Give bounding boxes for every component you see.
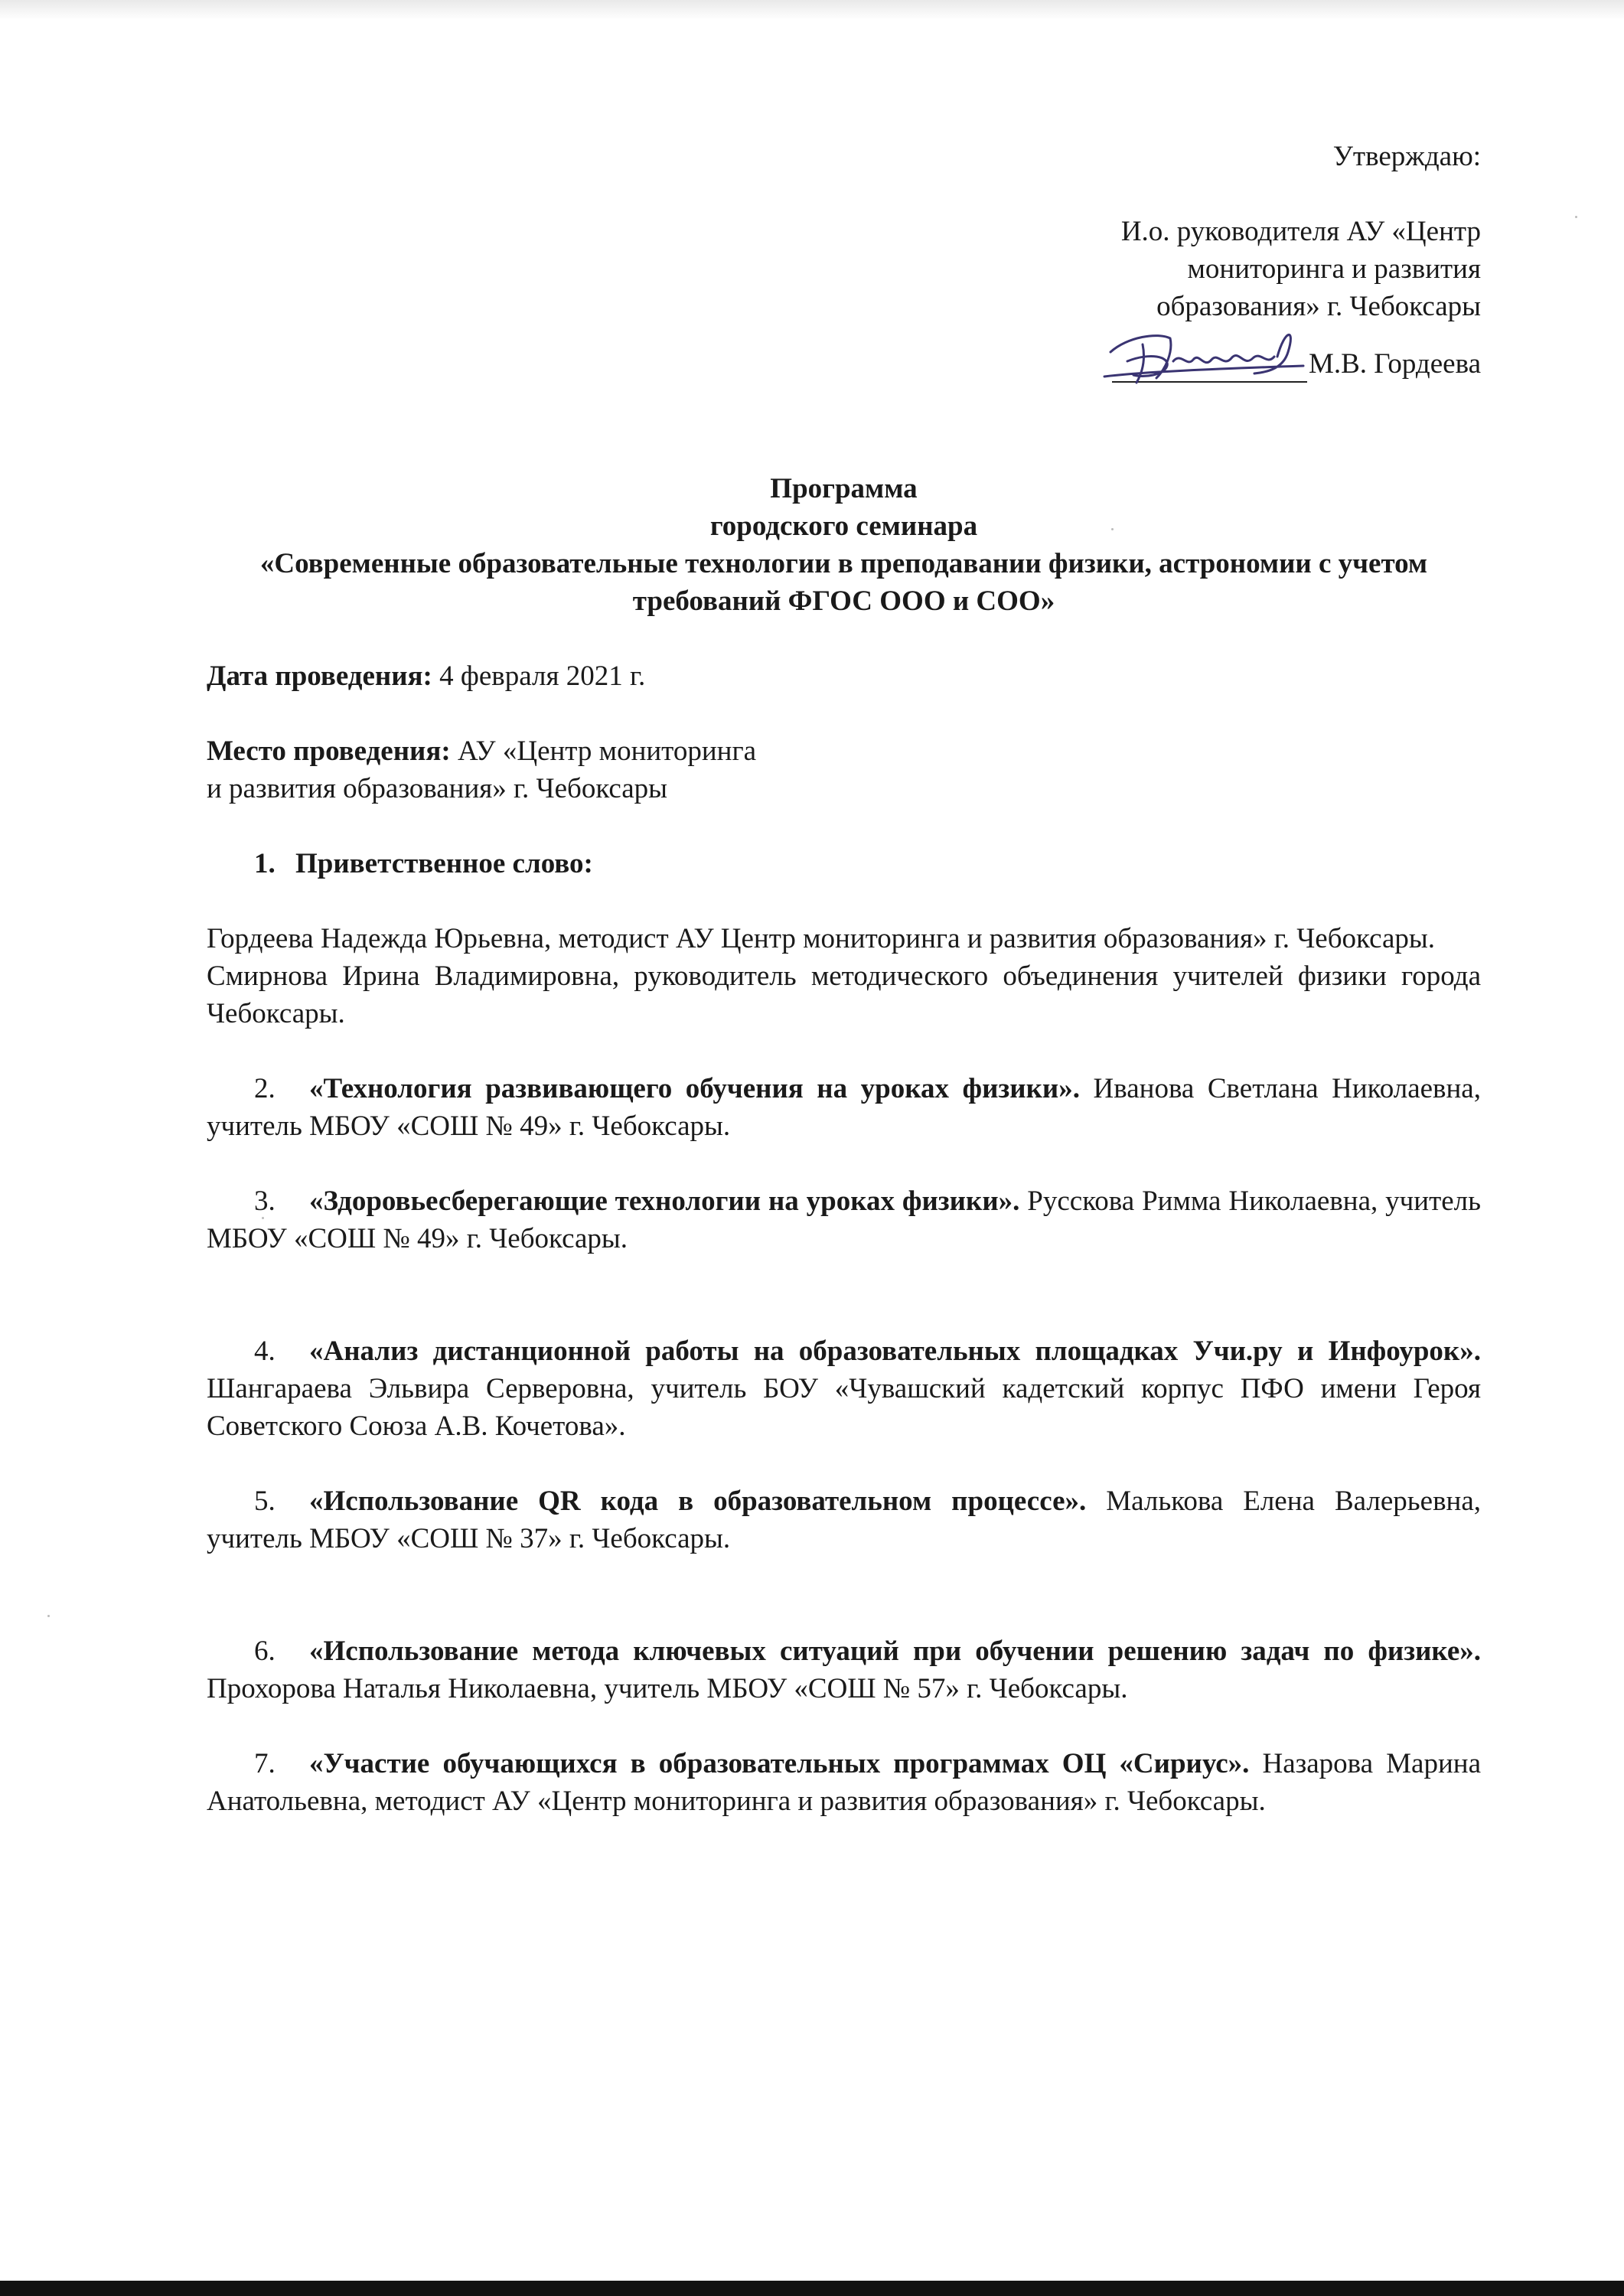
item-topic: «Использование QR кода в образовательном процессе». [309, 1486, 1087, 1517]
agenda-item-1 [207, 845, 1481, 882]
speaker-line: Гордеева Надежда Юрьевна, методист АУ Центр мониторинга и развития образования» г. Чебоксары. [207, 923, 1436, 954]
item-speaker: Назарова Марина Анатольевна, методист АУ «Центр мониторинга и развития образования» г. Чебоксары. [207, 1748, 1481, 1817]
approval-block [207, 138, 1481, 383]
heading-topic: «Современные образовательные технологии в преподавании физики, астрономии с учетом требований ФГОС ООО и СОО» [259, 548, 1428, 617]
date-value: 4 февраля 2021 г. [432, 660, 646, 692]
item-speaker: Прохорова Наталья Николаевна, учитель МБОУ «СОШ № 57» г. Чебоксары. [207, 1673, 1128, 1704]
agenda-item-4 [207, 1332, 1481, 1445]
date-label: Дата проведения: [207, 660, 432, 692]
item-speaker: Русскова Римма Николаевна, учитель МБОУ «СОШ № 49» г. Чебоксары. [207, 1186, 1481, 1254]
agenda-item-7 [207, 1745, 1481, 1820]
item-number: 4. [254, 1336, 276, 1367]
item-number: 7. [254, 1748, 276, 1779]
event-meta [207, 657, 1481, 807]
place-value: АУ «Центр мониторинга [450, 735, 757, 767]
scan-top-edge [0, 0, 1624, 20]
item-number: 6. [254, 1636, 276, 1667]
item-topic: «Анализ дистанционной работы на образовательных площадках Учи.ру и Инфоурок». [309, 1336, 1481, 1367]
place-label: Место проведения: [207, 735, 451, 767]
scan-speck [1575, 216, 1577, 218]
item-speaker: Иванова Светлана Николаевна, учитель МБОУ «СОШ № 49» г. Чебоксары. [207, 1073, 1481, 1142]
approval-label: Утверждаю: [1332, 141, 1481, 172]
item-speaker: Малькова Елена Валерьевна, учитель МБОУ «СОШ № 37» г. Чебоксары. [207, 1486, 1482, 1554]
scan-bottom-edge [0, 2281, 1624, 2296]
event-place-cont: и развития образования» г. Чебоксары [207, 773, 668, 804]
agenda-item-5 [207, 1482, 1481, 1557]
program-heading [207, 470, 1481, 620]
greeting-speakers [207, 920, 1481, 1032]
item-speaker: Шангараева Эльвира Серверовна, учитель БОУ «Чувашский кадетский корпус ПФО имени Героя Советского Союза А.В. Кочетова». [207, 1373, 1481, 1442]
signature-blank [1112, 351, 1307, 383]
signer-name: М.В. Гордеева [1308, 348, 1481, 380]
handwritten-signature-icon [1097, 321, 1315, 390]
agenda-item-2 [207, 1070, 1481, 1145]
item-number: 5. [254, 1486, 276, 1517]
item-number: 1. [254, 848, 276, 879]
event-place [207, 732, 1481, 770]
item-title: Приветственное слово: [295, 848, 593, 879]
scan-speck [47, 1615, 50, 1617]
item-number: 2. [254, 1073, 276, 1104]
item-topic: «Использование метода ключевых ситуаций при обучении решению задач по физике». [309, 1636, 1481, 1667]
item-number: 3. [254, 1186, 276, 1217]
speaker-line: Смирнова Ирина Владимировна, руководитель методического объединения учителей физики города Чебоксары. [207, 960, 1481, 1029]
item-topic: «Участие обучающихся в образовательных программах ОЦ «Сириус». [309, 1748, 1250, 1779]
agenda-item-6 [207, 1632, 1481, 1707]
heading-seminar: городского семинара [709, 510, 978, 542]
document-page [207, 138, 1481, 1820]
event-date [207, 657, 1481, 695]
agenda-item-3 [207, 1182, 1481, 1257]
approver-title: И.о. руководителя АУ «Центр мониторинга и развития образования» г. Чебоксары [1120, 216, 1481, 322]
heading-program: Программа [770, 473, 918, 504]
signature-line [207, 345, 1481, 383]
item-topic: «Технология развивающего обучения на уроках физики». [309, 1073, 1080, 1104]
item-topic: «Здоровьесберегающие технологии на уроках физики». [309, 1186, 1020, 1217]
